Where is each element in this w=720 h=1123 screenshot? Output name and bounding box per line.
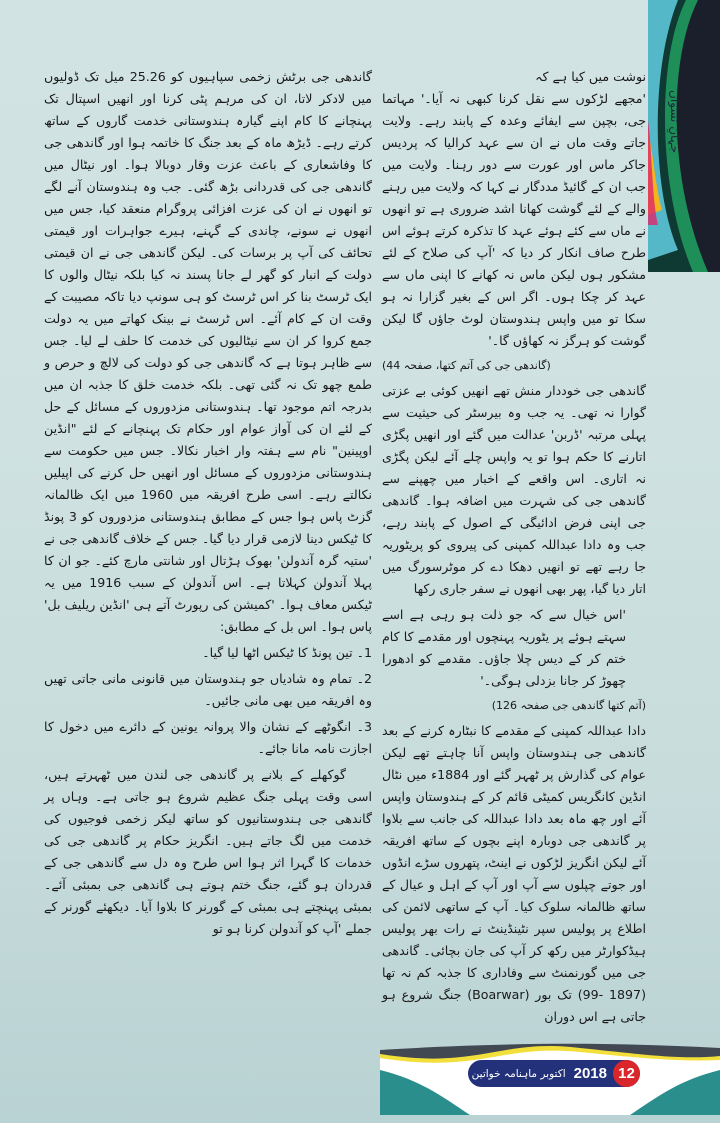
text-line: جنگ کا خاتمہ ہوا اور گاندھی جی کا وفاشعاری کے باعث عزت وقار [44,135,372,172]
text-line: گوکھلے کے بلانے پر گاندھی جی لندن میں ٹھہرتے ہیں، اسی [44,767,372,804]
text-line: 'اس خیال سے کہ جو ذلت ہو رہی ہے اسے سہتے ہوئے پر [382,607,626,644]
body-paragraph [382,720,646,1028]
text-line: 3 پونڈ کا ٹیکس دینا لازمی قرار دیا گیا۔ جس کے خلاف گاندھی جی نے 'ستیہ [44,509,372,568]
text-line: 1۔ تین پونڈ کا ٹیکس اٹھا لیا گیا۔ [202,645,372,660]
text-line: عبداللہ کمپنی کی پیروی کو پریٹوریہ جا رہے تھے تو انھیں دھکا دے کر [382,537,646,574]
text-line: ٹرسٹ نے بینک کھاتے میں یہ دولت جمع کروا کر ان سے نیٹالیوں کی [44,311,372,348]
text-line: گاندھی جی برٹش زخمی سپاہیوں کو 25.26 میل تک ڈولیوں میں لادکر [44,69,373,106]
text-line: نٹینڈینٹ نے رات بھر پولیس ہیڈکوارٹر میں رکھ کر آپ کی جان بچائی۔ [382,921,647,958]
citation: (آتم کتھا گاندھی جی صفحہ 126) [491,699,646,712]
text-line: قدردان ہو گئے، جنگ ختم ہوتے ہی گاندھی جی بمبئی آئے۔ بمبئی پہنچتے [44,877,372,914]
left-column [44,66,372,944]
text-line: 3۔ انگوٹھے کے نشان والا پروانہ یونین کے دائرے میں دخول کا اجازت [44,719,372,756]
text-line: کی رپورٹ آتے ہی 'انڈین ریلیف بل' پاس ہوا۔ اس بل کے مطابق: [44,597,372,634]
section-banner [648,0,720,272]
text-line: تحائف کی آپ پر برسات کی۔ لیکن گاندھی جی نے ان قیمتی دولت کے [44,245,372,282]
text-line: گرہ آندولن' بھوک ہڑتال اور شانتی مارچ کئے۔ جو ان کا پہلا آندولن [44,553,372,590]
body-paragraph [44,66,372,638]
text-line: ساتھ ظالمانہ سلوک کیا۔ آپ کے ساتھی لائمن کی اطلاع پر پولیس سپر [382,899,646,936]
right-column [382,66,646,1032]
text-line: ہندوستان لوٹ جاؤں گا لیکن گوشت کو ہرگز نہ کھاؤں گا۔' [382,311,646,348]
text-line: چکا ہوں۔ اگر اس کے بغیر گزارا نہ ہو سکا تو میں واپس [382,289,646,326]
text-line: ان سے عہد کرالیا کہ پردیس جاکر ماس اور عورت سے دور [382,135,646,172]
text-line: اور چھ ماہ بعد دادا عبداللہ کی جانب سے بلاوا پر گاندھی جی دوبارہ اپنے [382,811,646,848]
text-line: موٹرسورگ میں اتار دیا گیا، پھر بھی انھوں نے سفر جاری رکھا [382,559,646,596]
text-line: انبار کو گھر لے جانا پسند نہ کیا بلکہ نیٹال والوں کا ایک ٹرسٹ بنا کر اس [44,267,372,304]
text-line: ہوا۔ گاندھی جی اپنی فرض ادائیگی کے اصول کے پابند رہے، جب وہ دادا [382,493,646,552]
text-line: 1884ء میں نٹال انڈین کانگریس کمیٹی قائم کر کے ہندوستان واپس آئے [382,767,646,826]
text-line: اتم موجود تھا۔ ہندوستانی مزدوروں کے مسائل کے حل کے لئے ان کی [44,399,372,436]
quote-paragraph [382,88,646,352]
text-line: ہندوستانی خدمت گاروں کے ساتھ کرتے رہے۔ ڈیڑھ ماہ کے بعد [44,113,372,150]
intro-heading: نوشت میں کیا ہے کہ [535,69,646,84]
text-line: واقعے کے اخبار میں چھپنے سے گاندھی جی کی شہرت میں اضافہ [382,471,646,508]
text-line: وار اخبار نکالا۔ جس میں حکومت سے ہندوستانی مزدوروں کے مسائل اور [44,443,372,480]
text-line: انھیں حل کرنے کی اپیلیں نکالتے رہے۔ اسی طرح افریقہ میں 1960 [44,465,372,502]
text-line: وقت پہلی جنگ عظیم شروع ہو جاتی ہے۔ وہاں پر گاندھی جی ہندوستانیوں [44,789,372,826]
text-line: 'مجھے لڑکوں سے نقل کرنا کبھی نہ آیا۔' مہاتما جی، بچپن سے [382,91,647,128]
text-line: گاندھی جی میں گورنمنٹ سے وفاداری کا جذبہ کم نہ تھا (1897 [382,943,646,1002]
text-line: 2۔ تمام وہ شادیاں جو ہندوستان میں قانونی مانی جاتی تھیں وہ افریقہ میں [44,671,372,708]
page-number: 12 [613,1060,640,1087]
text-line: ہے تو انھوں نے ماں سے کئے ہوئے عہد کا تذکرہ کرتے [382,201,646,238]
text-line: کہلاتا ہے۔ اس آندولن کے سبب 1916 میں یہ ٹیکس معاف ہوا۔ 'کمیشن [44,575,372,612]
body-paragraph [382,380,646,600]
text-line: آواز عوام اور حکام تک پہنچانے کے لئے "انڈین اوپینین" نام سے ہفتہ [44,421,372,458]
text-line: ہی بمبئی کے گورنر کا بلاوا آیا۔ دیکھئے گورنر کے جملے 'آپ کو آندولن کرنا ہو تو [44,899,372,936]
text-line: میں ایک ظالمانہ گزٹ پاس ہوا جس کے مطابق ہندوستانی مزدوروں کو [44,487,372,524]
text-line: گاندھی جی خوددار منش تھے انھیں کوئی بے عزتی گوارا نہ تھی۔ یہ [382,383,646,420]
text-line: سڑے انڈوں اور جوتے چپلوں سے آپ اور آپ کے اہل و عیال کے [382,855,646,892]
text-line: مقدمے کو ادھورا چھوڑ کر جانا بزدلی ہوگی۔' [382,651,626,688]
text-line: گاندھی جی کی خدمات کا گہرا اثر ہوا اس طرح وہ دل سے گاندھی جی کے [44,833,372,870]
text-line: یٹوریہ پہنچوں اور مقدمے کا کام ختم کر کے دیس چلا جاؤں۔ [382,629,626,666]
body-paragraph [44,642,372,664]
body-paragraph [44,764,372,940]
body-paragraph [44,716,372,760]
text-line: بچوں کے ساتھ افریقہ آئے لیکن انگریز لڑکوں نے اینٹ، پتھروں [382,833,646,870]
text-line: ہوئے اس طرح صاف انکار کر دیا کہ 'آپ کی صلاح کے [382,223,646,260]
issue-badge [454,1060,640,1087]
text-line: ایفائے وعدہ کے پابند رہے۔ ولایت جاتے وقت ماں نے [382,113,646,150]
text-line: دادا عبداللہ کمپنی کے مقدمے کا نبٹارہ کرنے کے بعد گاندھی جی [382,723,647,760]
text-line: دوبالا ہوا۔ اور نیٹال میں گاندھی جی کی قدردانی بڑھ گئی۔ جب وہ [44,157,372,194]
text-line: کو ساتھ لیکر زخمی فوجیوں کی خدمت میں لگ جاتے ہیں۔ انگریز حکام پر [44,811,372,848]
text-line: ہندوستان آنے لگے تو انھوں نے ان کی عزت افزائی پروگرام منعقد کیا، [44,179,372,216]
text-line: ٹرسٹ کو ہی سونپ دیا تاکہ مصیبت کے وقت ان کے کام آئے۔ اس [44,289,372,326]
body-paragraph [44,668,372,712]
swirl-decoration-icon [648,0,720,272]
text-line: -99) تک بور (Boarwar) جنگ شروع ہو جاتی ہے اس دوران [382,987,646,1024]
text-line: پگڑی اتارنے کا حکم ہوا تو یہ واپس چلے آئے لیکن پگڑی نہ اتاری۔ اس [382,427,646,486]
issue-year: 2018 [573,1065,607,1082]
text-line: جب وہ بیرسٹر کی حیثیت سے پہلی مرتبہ 'ڈربن' عدالت میں گئے اور انھیں [382,405,646,442]
text-line: لئے مشکور ہوں لیکن ماس نہ کھانے کا اپنی ماں سے عہد کر [382,245,646,304]
text-line: لاتا، ان کی مرہم پٹی کرنا اور انھیں اسپتال تک پہنچانے کا کام اپنے گیارہ [44,91,372,128]
text-line: نامہ مانا جائے۔ [257,741,335,756]
text-line: بھی مانی جائیں۔ [204,693,293,708]
magazine-issue: اکتوبر ماہنامہ خواتین دنیا [454,1067,566,1080]
section-title: جہانِ نسواں [668,90,682,154]
citation: (گاندھی جی کی آتم کتھا، صفحہ 44) [382,359,551,372]
text-line: ولایت میں رہنے والے کے لئے گوشت کھانا اشد ضروری [382,179,646,216]
text-line: ہندوستان واپس آنا چاہتے تھے لیکن عوام کی گذارش پر ٹھہر گئے اور [382,745,646,782]
text-line: لالچ و حرص و طمع چھو تک نہ گئی تھی۔ بلکہ خدمت خلق کا جذبہ ان میں بدرجہ [44,355,372,414]
text-line: جس میں انھوں نے سونے، چاندی کے گہنے، ہیرے جواہرات اور قیمتی [44,201,372,238]
text-line: رہنا۔ ولایت میں جب ان کے گائیڈ مددگار نے کہا کہ [382,157,646,194]
quote-paragraph [382,604,646,692]
text-line: خدمت کا حلف لے لیا۔ جس سے ظاہر ہوتا ہے کہ گاندھی جی کو دولت کی [44,333,373,370]
